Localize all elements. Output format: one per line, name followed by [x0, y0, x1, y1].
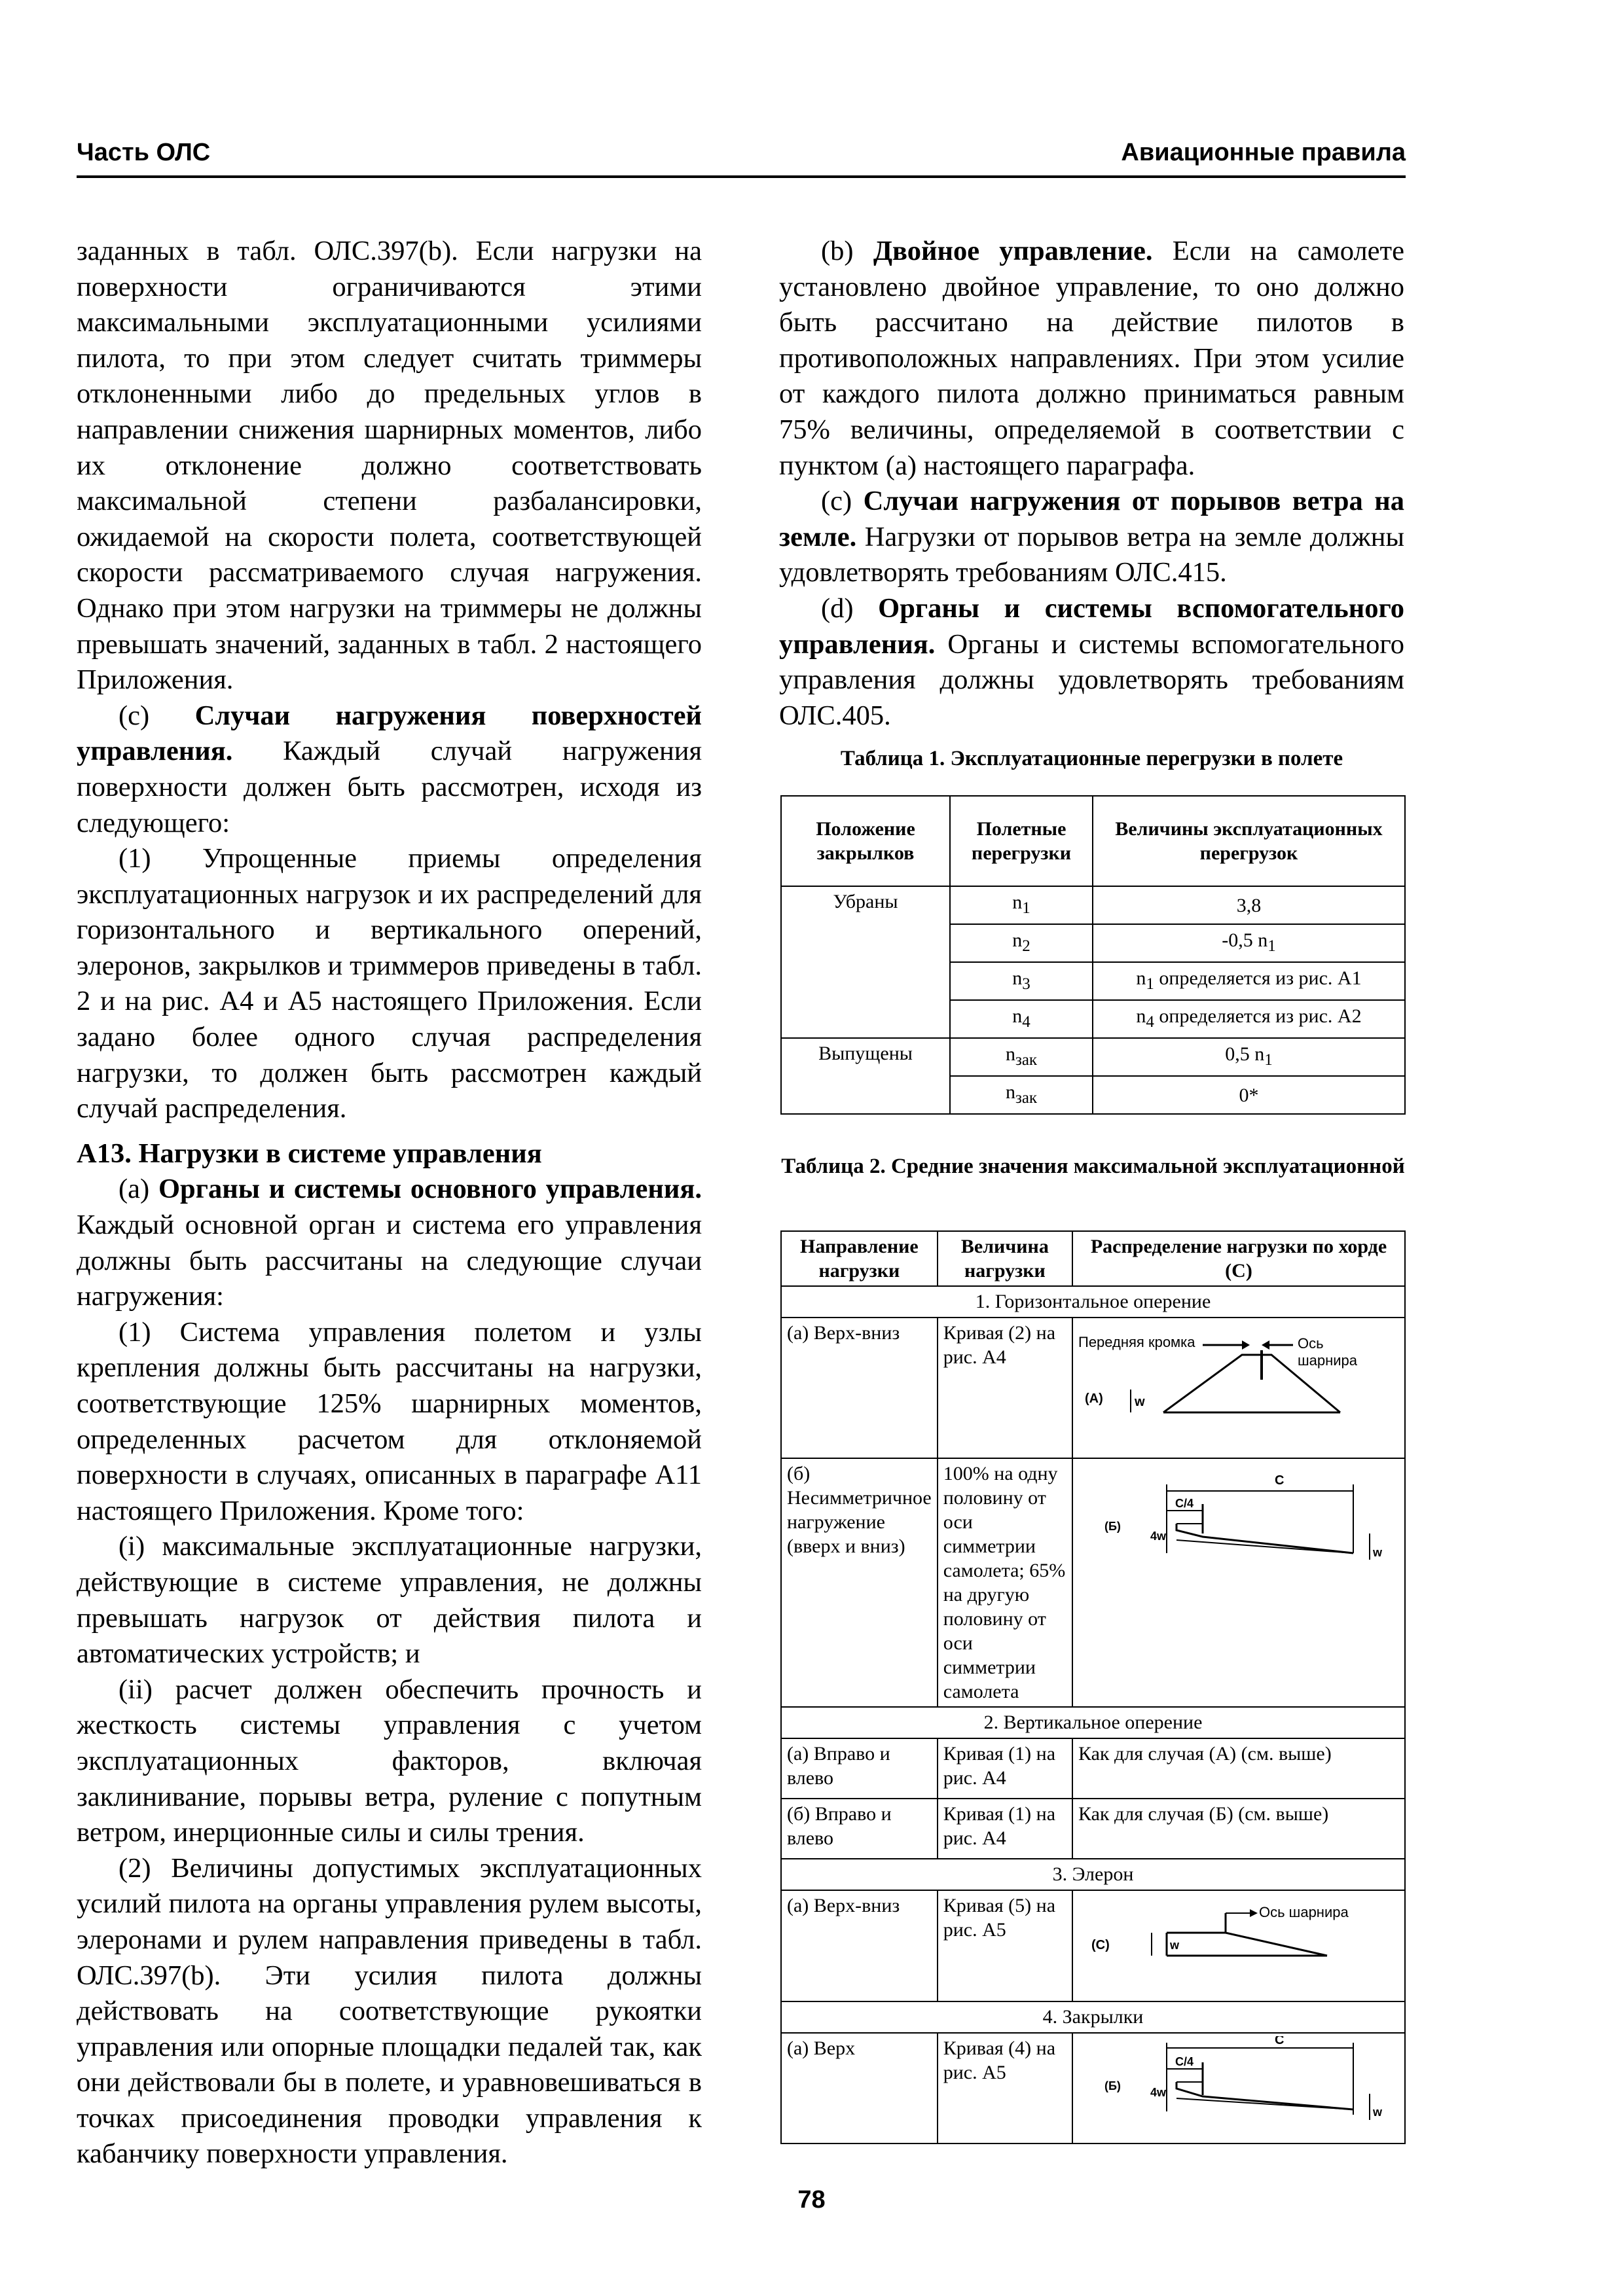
- paragraph-text: Нагрузки от порывов ветра на земле должны удовлетворять требованиям ОЛС.415.: [779, 521, 1404, 588]
- table2-header: Величина нагрузки: [938, 1231, 1072, 1286]
- table1-header: Положение закрылков: [781, 796, 950, 886]
- table2-group: 4. Закрылки: [781, 2001, 1405, 2033]
- fig-label: Ось шарнира: [1259, 1904, 1349, 1920]
- paragraph: (1) Упрощенные приемы определения эксплуатационных нагрузок и их распределений для горизонтального и вертикального оперений, элеронов, закрылков и триммеров приведены в табл. 2 и на рис. А4 и А5 настоящего Приложения. Если задано более одного случая распределения нагрузки, то должен быть рассмотрен каждый случай распределения.: [77, 843, 702, 1124]
- table2-cell: (б) Несимметричное нагружение (вверх и вниз): [781, 1458, 938, 1707]
- table1: [780, 795, 1406, 1115]
- table1-cell: $n_{зак}$: [950, 1076, 1093, 1114]
- paragraph: заданных в табл. ОЛС.397(b). Если нагрузки на поверхности ограничиваются этими максимальными эксплуатационными усилиями пилота, то при этом следует считать триммеры отклоненными либо до предельных углов в направлении снижения шарнирных моментов, либо их отклонение должно соответствовать максимальной степени разбалансировки, ожидаемой на скорости полета, соответствующей скорости рассматриваемого случая нагружения. Однако при этом нагрузки на триммеры не должны превышать значений, заданных в табл. 2 настоящего Приложения.: [77, 236, 702, 696]
- fig-label: (Б): [1104, 2079, 1121, 2092]
- table2-cell: (а) Верх-вниз: [781, 1890, 938, 2001]
- fig-label: (Б): [1104, 1520, 1121, 1533]
- table2-cell: Кривая (1) на рис. А4: [938, 1738, 1072, 1799]
- header-right: Авиационные правила: [1121, 139, 1406, 166]
- section-heading: А13. Нагрузки в системе управления: [77, 1138, 542, 1169]
- table1-header: Величины эксплуатационных перегрузок: [1093, 796, 1405, 886]
- fig-label: Передняя кромка: [1078, 1334, 1195, 1350]
- fig-label: 4w: [1150, 1530, 1167, 1543]
- table2-cell: (б) Вправо и влево: [781, 1799, 938, 1859]
- fig-label: C: [1275, 2036, 1285, 2047]
- table2-cell: Кривая (5) на рис. А5: [938, 1890, 1072, 2001]
- paragraph: [77, 698, 702, 841]
- paragraph-heading: Органы и системы вспомогательного управления.: [779, 592, 1404, 660]
- table2-header: Направление нагрузки: [781, 1231, 938, 1286]
- paragraph: [779, 484, 1404, 591]
- load-distribution-diagram-a: [1078, 1321, 1399, 1445]
- left-column: [77, 234, 702, 2172]
- table2-cell: Как для случая (А) (см. выше): [1072, 1738, 1405, 1799]
- paragraph-lead: (b): [821, 236, 873, 266]
- load-distribution-diagram-d: [1078, 2036, 1399, 2134]
- table2-group: 1. Горизонтальное оперение: [781, 1286, 1405, 1318]
- table1-cell: 0*: [1093, 1076, 1405, 1114]
- fig-label: C/4: [1175, 2055, 1194, 2068]
- paragraph: (i) максимальные эксплуатационные нагрузки, действующие в системе управления, не должны превышать нагрузок от действия пилота и автоматических устройств; и: [77, 1531, 702, 1670]
- paragraph: (2) Величины допустимых эксплуатационных усилий пилота на органы управления рулем высоты, элеронами и рулем направления приведены в табл. ОЛС.397(b). Эти усилия пилота должны действовать на соответствующие рукоятки управления или опорные площадки педалей так, как они действовали бы в полете, и уравновешиваться в точках присоединения проводки управления к кабанчику поверхности управления.: [77, 1852, 702, 2170]
- table1-cell: -0,5 $n_1$: [1093, 924, 1405, 962]
- table1-cell: $n_2$: [950, 924, 1093, 962]
- table2-group: 3. Элерон: [781, 1859, 1405, 1890]
- page-header: [77, 137, 1406, 178]
- table2-cell: Кривая (1) на рис. А4: [938, 1799, 1072, 1859]
- right-column: [779, 234, 1404, 792]
- paragraph: [779, 234, 1404, 484]
- paragraph: (ii) расчет должен обеспечить прочность и жесткость системы управления с учетом эксплуатационных факторов, включая заклинивание, порывы ветра, руление с попутным ветром, инерционные силы и силы трения.: [77, 1674, 702, 1848]
- table1-cell: Убраны: [781, 886, 950, 1038]
- load-distribution-diagram-c: [1078, 1893, 1399, 1992]
- header-left: Часть ОЛС: [77, 139, 211, 166]
- table2-cell: (а) Верх: [781, 2033, 938, 2144]
- table2-cell: Кривая (4) на рис. А5: [938, 2033, 1072, 2144]
- table2-figure-cell: [1072, 1318, 1405, 1458]
- table2-header: Распределение нагрузки по хорде (С): [1072, 1231, 1405, 1286]
- paragraph-heading: Случаи нагружения от порывов ветра на земле.: [779, 486, 1404, 552]
- fig-label: (C): [1091, 1938, 1110, 1952]
- fig-label: C: [1275, 1473, 1285, 1488]
- paragraph: (1) Система управления полетом и узлы крепления должны быть рассчитаны на нагрузки, соответствующие 125% шарнирных моментов, определенных расчетом для отклоняемой поверхности в случаях, описанных в параграфе А11 настоящего Приложения. Кроме того:: [77, 1316, 702, 1526]
- table2-figure-cell: [1072, 2033, 1405, 2144]
- table2-figure-cell: [1072, 1458, 1405, 1707]
- page-number: 78: [797, 2186, 826, 2214]
- table2-cell: Как для случая (Б) (см. выше): [1072, 1799, 1405, 1859]
- table2-cell: Кривая (2) на рис. А4: [938, 1318, 1072, 1458]
- paragraph-heading: Двойное управление.: [873, 236, 1153, 266]
- paragraph: [77, 1172, 702, 1314]
- table1-cell: $n_1$ определяется из рис. А1: [1093, 962, 1405, 1000]
- paragraph-lead: (c): [821, 486, 864, 517]
- fig-label: w: [1373, 1546, 1383, 1559]
- table2-cell: (а) Верх-вниз: [781, 1318, 938, 1458]
- fig-label: w: [1170, 1939, 1180, 1952]
- table1-caption: Таблица 1. Эксплуатационные перегрузки в полете: [840, 747, 1343, 771]
- fig-label: (A): [1085, 1391, 1103, 1406]
- table1-cell: $n_{зак}$: [950, 1038, 1093, 1076]
- fig-label: w: [1373, 2106, 1383, 2119]
- table1-cell: Выпущены: [781, 1038, 950, 1114]
- paragraph-text: Каждый случай нагружения поверхности должен быть рассмотрен, исходя из следующего:: [77, 736, 702, 838]
- paragraph-lead: (c): [119, 700, 195, 731]
- paragraph-lead: (d): [821, 592, 879, 624]
- fig-label: Ось: [1298, 1335, 1324, 1352]
- table2-cell: (а) Вправо и влево: [781, 1738, 938, 1799]
- paragraph-lead: (a): [119, 1174, 158, 1205]
- paragraph-heading: Случаи нагружения поверхностей управления.: [77, 700, 702, 767]
- table1-cell: 0,5 $n_1$: [1093, 1038, 1405, 1076]
- paragraph-text: Каждый основной орган и система его управления должны быть рассчитаны на следующие случаи нагружения:: [77, 1210, 702, 1312]
- table2-group: 2. Вертикальное оперение: [781, 1707, 1405, 1738]
- paragraph-heading: Органы и системы основного управления.: [158, 1174, 702, 1205]
- fig-label: 4w: [1150, 2086, 1167, 2099]
- table2-figure-cell: [1072, 1890, 1405, 2001]
- fig-label: w: [1135, 1395, 1145, 1409]
- table2: [780, 1230, 1406, 2144]
- paragraph: [779, 591, 1404, 734]
- table1-cell: $n_3$: [950, 962, 1093, 1000]
- table1-cell: $n_1$: [950, 886, 1093, 924]
- table1-cell: 3,8: [1093, 886, 1405, 924]
- table1-cell: $n_4$: [950, 1000, 1093, 1038]
- table2-cell: 100% на одну половину от оси симметрии самолета; 65% на другую половину от оси симметрии самолета: [938, 1458, 1072, 1707]
- table2-caption: Таблица 2. Средние значения максимальной эксплуатационной: [781, 1155, 1405, 1178]
- table1-cell: $n_4$ определяется из рис. А2: [1093, 1000, 1405, 1038]
- table1-header: Полетные перегрузки: [950, 796, 1093, 886]
- paragraph-text: Если на самолете установлено двойное управление, то оно должно быть рассчитано на действие пилотов в противоположных направлениях. При этом усилие от каждого пилота должно приниматься равным 75% величины, определяемой в соответствии с пунктом (a) настоящего параграфа.: [779, 236, 1404, 481]
- fig-label: C/4: [1175, 1497, 1194, 1510]
- fig-label: шарнира: [1298, 1352, 1358, 1369]
- load-distribution-diagram-b: [1078, 1462, 1399, 1592]
- paragraph-text: Органы и системы вспомогательного управления должны удовлетворять требованиям ОЛС.405.: [779, 628, 1404, 731]
